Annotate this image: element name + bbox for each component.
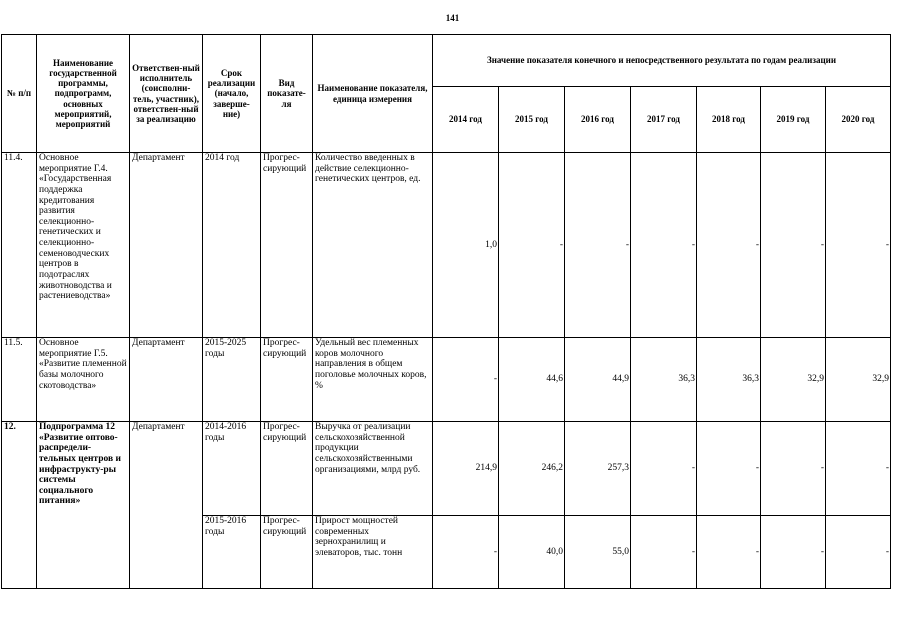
- header-year: 2016 год: [565, 87, 631, 153]
- row-value: -: [433, 516, 499, 589]
- header-year: 2014 год: [433, 87, 499, 153]
- row-value: -: [761, 153, 826, 338]
- row-value: -: [697, 153, 761, 338]
- row-name: Основное мероприятие Г.4. «Государственная поддержка кредитования развития селекционно-генетических и селекционно-семеноводческих центров в подотраслях животноводства и растениеводства»: [37, 153, 130, 338]
- row-value: 214,9: [433, 422, 499, 516]
- row-term: 2014-2016 годы: [203, 422, 261, 516]
- table-row: [2, 422, 891, 516]
- row-value: 55,0: [565, 516, 631, 589]
- row-num: 12.: [2, 422, 37, 589]
- row-value: -: [697, 422, 761, 516]
- row-term: 2015-2025 годы: [203, 338, 261, 422]
- indicator-table: [1, 34, 891, 589]
- row-value: 44,9: [565, 338, 631, 422]
- row-indicator: Прирост мощностей современных зернохранилищ и элеваторов, тыс. тонн: [313, 516, 433, 589]
- row-value: -: [433, 338, 499, 422]
- row-value: 257,3: [565, 422, 631, 516]
- row-value: -: [761, 516, 826, 589]
- row-indicator: Удельный вес племенных коров молочного направления в общем поголовье молочных коров, %: [313, 338, 433, 422]
- row-value: 246,2: [499, 422, 565, 516]
- header-num: № п/п: [2, 35, 37, 153]
- header-kind: Вид показате-ля: [261, 35, 313, 153]
- row-term: 2015-2016 годы: [203, 516, 261, 589]
- row-responsible: Департамент: [130, 338, 203, 422]
- header-year: 2019 год: [761, 87, 826, 153]
- row-term: 2014 год: [203, 153, 261, 338]
- row-name: Подпрограмма 12 «Развитие оптово-распредели-тельных центров и инфраструкту-ры системы социального питания»: [37, 422, 130, 589]
- row-num: 11.5.: [2, 338, 37, 422]
- row-value: -: [631, 153, 697, 338]
- row-value: -: [631, 516, 697, 589]
- row-value: -: [826, 516, 891, 589]
- row-value: 32,9: [826, 338, 891, 422]
- row-value: 32,9: [761, 338, 826, 422]
- row-value: -: [499, 153, 565, 338]
- row-num: 11.4.: [2, 153, 37, 338]
- table-row: [2, 338, 891, 422]
- header-responsible: Ответствен-ный исполнитель (соисполни-тель, участник), ответствен-ный за реализацию: [130, 35, 203, 153]
- row-kind: Прогрес-сирующий: [261, 338, 313, 422]
- row-value: -: [565, 153, 631, 338]
- row-kind: Прогрес-сирующий: [261, 516, 313, 589]
- header-year: 2018 год: [697, 87, 761, 153]
- row-name: Основное мероприятие Г.5. «Развитие племенной базы молочного скотоводства»: [37, 338, 130, 422]
- row-value: -: [761, 422, 826, 516]
- header-indicator: Наименование показателя, единица измерения: [313, 35, 433, 153]
- row-responsible: Департамент: [130, 422, 203, 589]
- row-indicator: Количество введенных в действие селекционно-генетических центров, ед.: [313, 153, 433, 338]
- header-values-group: Значение показателя конечного и непосредственного результата по годам реализации: [433, 35, 891, 87]
- header-term: Срок реализации (начало, заверше-ние): [203, 35, 261, 153]
- row-value: 40,0: [499, 516, 565, 589]
- header-name: Наименование государственной программы, подпрограмм, основных мероприятий, мероприятий: [37, 35, 130, 153]
- row-indicator: Выручка от реализации сельскохозяйственной продукции сельскохозяйственными организациями, млрд руб.: [313, 422, 433, 516]
- row-responsible: Департамент: [130, 153, 203, 338]
- row-value: -: [826, 153, 891, 338]
- header-year: 2015 год: [499, 87, 565, 153]
- row-value: -: [826, 422, 891, 516]
- row-value: 36,3: [697, 338, 761, 422]
- row-kind: Прогрес-сирующий: [261, 153, 313, 338]
- row-value: 44,6: [499, 338, 565, 422]
- row-value: 36,3: [631, 338, 697, 422]
- row-kind: Прогрес-сирующий: [261, 422, 313, 516]
- header-year: 2020 год: [826, 87, 891, 153]
- row-value: 1,0: [433, 153, 499, 338]
- page-number: 141: [445, 13, 460, 23]
- row-value: -: [697, 516, 761, 589]
- table-row: [2, 153, 891, 338]
- row-value: -: [631, 422, 697, 516]
- header-year: 2017 год: [631, 87, 697, 153]
